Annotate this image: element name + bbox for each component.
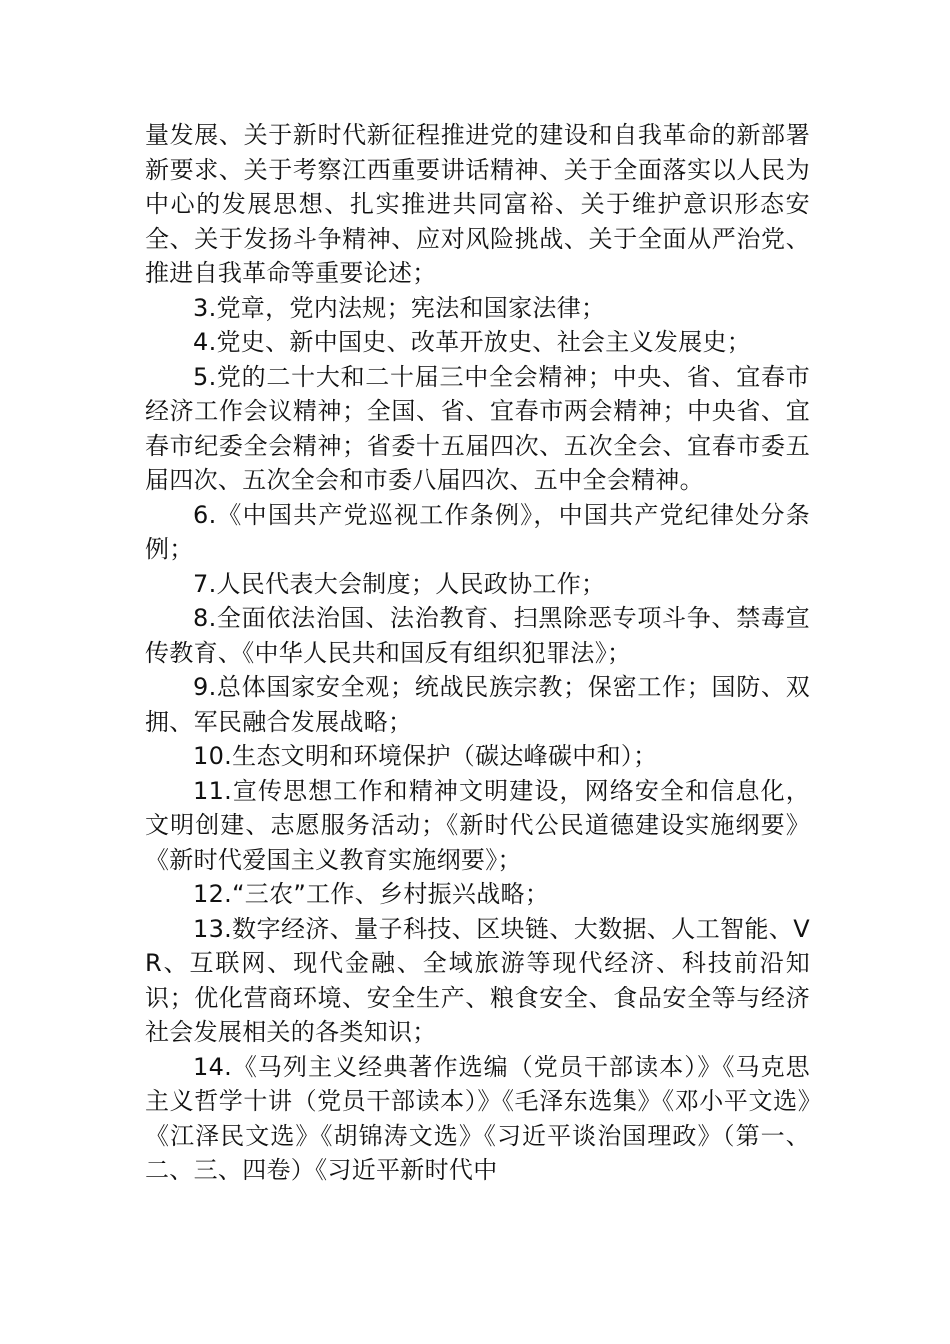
paragraph-item-13: 13.数字经济、量子科技、区块链、大数据、人工智能、VR、互联网、现代金融、全域旅游等现代经济、科技前沿知识；优化营商环境、安全生产、粮食安全、食品安全等与经济社会发展相关的各类知识； bbox=[145, 914, 810, 1046]
paragraph-item-14: 14.《马列主义经典著作选编（党员干部读本）》《马克思主义哲学十讲（党员干部读本）》《毛泽东选集》《邓小平文选》《江泽民文选》《胡锦涛文选》《习近平谈治国理政》（第一、二、三、四卷）《习近平新时代中 bbox=[145, 1052, 810, 1184]
paragraph-item-6: 6.《中国共产党巡视工作条例》，中国共产党纪律处分条例； bbox=[145, 500, 810, 563]
paragraph-item-11: 11.宣传思想工作和精神文明建设，网络安全和信息化，文明创建、志愿服务活动；《新时代公民道德建设实施纲要》《新时代爱国主义教育实施纲要》； bbox=[145, 776, 810, 874]
paragraph-item-9: 9.总体国家安全观；统战民族宗教；保密工作；国防、双拥、军民融合发展战略； bbox=[145, 673, 810, 736]
paragraph-item-12: 12.“三农”工作、乡村振兴战略； bbox=[193, 880, 550, 908]
paragraph-item-5: 5.党的二十大和二十届三中全会精神；中央、省、宜春市经济工作会议精神；全国、省、宜春市两会精神；中央省、宜春市纪委全会精神；省委十五届四次、五次全会、宜春市委五届四次、五次全会和市委八届四次、五中全会精神。 bbox=[145, 362, 810, 494]
paragraph-continuation: 量发展、关于新时代新征程推进党的建设和自我革命的新部署新要求、关于考察江西重要讲话精神、关于全面落实以人民为中心的发展思想、扎实推进共同富裕、关于维护意识形态安全、关于发扬斗争精神、应对风险挑战、关于全面从严治党、推进自我革命等重要论述； bbox=[145, 121, 810, 287]
document-body bbox=[145, 118, 810, 1188]
paragraph-item-7: 7.人民代表大会制度；人民政协工作； bbox=[193, 569, 606, 598]
paragraph-item-8: 8.全面依法治国、法治教育、扫黑除恶专项斗争、禁毒宣传教育、《中华人民共和国反有组织犯罪法》； bbox=[145, 604, 810, 667]
paragraph-item-10: 10.生态文明和环境保护（碳达峰碳中和）； bbox=[193, 742, 658, 770]
paragraph-item-4: 4.党史、新中国史、改革开放史、社会主义发展史； bbox=[193, 328, 752, 356]
paragraph-item-3: 3.党章，党内法规；宪法和国家法律； bbox=[193, 293, 606, 322]
